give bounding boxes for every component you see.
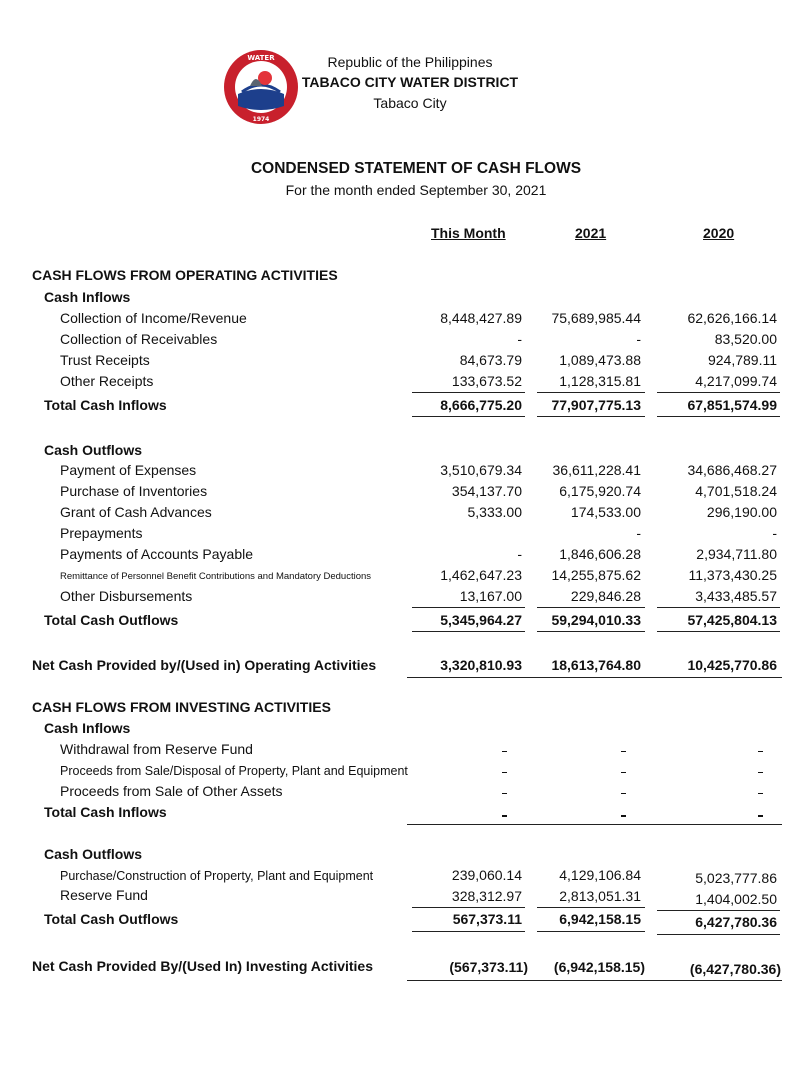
row-label: Collection of Income/Revenue xyxy=(60,310,247,326)
total-rule xyxy=(537,631,645,632)
total-rule xyxy=(412,631,525,632)
water-district-seal-icon xyxy=(222,48,300,126)
total-rule xyxy=(412,416,525,417)
subtotal-rule xyxy=(657,910,780,911)
row-value-this-month: 328,312.97 xyxy=(451,888,522,904)
dash-this-month xyxy=(502,751,507,752)
row-label: Other Disbursements xyxy=(60,588,193,604)
row-label: Trust Receipts xyxy=(60,352,150,368)
row-value-this-month: 354,137.70 xyxy=(451,483,522,499)
dash-2020 xyxy=(758,793,763,794)
total-value-2021: 6,942,158.15 xyxy=(559,911,641,927)
row-value-this-month: 3,510,679.34 xyxy=(440,462,522,478)
row-value-2021: - xyxy=(636,525,641,541)
row-value-this-month: 84,673.79 xyxy=(459,352,522,368)
operating-inflows-heading: Cash Inflows xyxy=(44,289,131,305)
total-rule xyxy=(407,824,782,825)
row-value-2021: 1,128,315.81 xyxy=(559,373,641,389)
investing-total-inflows-label: Total Cash Inflows xyxy=(44,804,167,820)
row-value-2021: 75,689,985.44 xyxy=(551,310,641,326)
row-value-2020: 62,626,166.14 xyxy=(687,310,777,326)
row-value-2020: 5,023,777.86 xyxy=(695,870,777,886)
total-value-2020: 6,427,780.36 xyxy=(695,914,777,930)
total-cash-outflows-label: Total Cash Outflows xyxy=(44,612,179,628)
total-rule xyxy=(657,934,780,935)
total-value-2020: 67,851,574.99 xyxy=(687,397,777,413)
row-label: Purchase of Inventories xyxy=(60,483,208,499)
svg-text:1974: 1974 xyxy=(252,116,270,123)
subtotal-rule xyxy=(657,392,780,393)
total-value-2021: 59,294,010.33 xyxy=(551,612,641,628)
row-value-2020: 83,520.00 xyxy=(714,331,777,347)
row-value-2020: 924,789.11 xyxy=(707,352,777,368)
dash-2021 xyxy=(621,772,626,773)
subtotal-rule xyxy=(537,392,645,393)
row-label: Grant of Cash Advances xyxy=(60,504,212,520)
row-value-2021: - xyxy=(636,331,641,347)
total-value-2021: 77,907,775.13 xyxy=(551,397,641,413)
row-value-2021: 174,533.00 xyxy=(570,504,641,520)
dash-2021 xyxy=(621,815,626,817)
investing-total-outflows-label: Total Cash Outflows xyxy=(44,911,179,927)
dash-2020 xyxy=(758,751,763,752)
row-value-2021: 36,611,228.41 xyxy=(552,462,641,478)
row-value-this-month: 239,060.14 xyxy=(451,867,522,883)
statement-title: CONDENSED STATEMENT OF CASH FLOWS xyxy=(250,160,582,177)
row-value-this-month: - xyxy=(517,331,522,347)
row-label: Purchase/Construction of Property, Plant and Equipment xyxy=(60,869,374,883)
dash-2021 xyxy=(621,793,626,794)
investing-outflows-heading: Cash Outflows xyxy=(44,846,143,862)
row-label: Payment of Expenses xyxy=(60,462,197,478)
total-rule xyxy=(657,631,780,632)
republic-line: Republic of the Philippines xyxy=(327,54,493,70)
row-value-this-month: - xyxy=(517,546,522,562)
row-value-2021: 1,846,606.28 xyxy=(559,546,641,562)
row-label: Reserve Fund xyxy=(60,887,148,903)
total-value-2020: 57,425,804.13 xyxy=(687,612,777,628)
dash-this-month xyxy=(502,772,507,773)
total-rule xyxy=(537,416,645,417)
total-cash-inflows-label: Total Cash Inflows xyxy=(44,397,167,413)
row-label: Proceeds from Sale of Other Assets xyxy=(60,783,283,799)
row-value-2020: 2,934,711.80 xyxy=(696,546,777,562)
row-value-2020: 4,217,099.74 xyxy=(695,373,777,389)
net-value-2020: (6,427,780.36) xyxy=(689,961,781,977)
total-rule xyxy=(657,416,780,417)
net-value-2020: 10,425,770.86 xyxy=(687,657,777,673)
total-value-this-month: 567,373.11 xyxy=(452,911,522,927)
investing-inflows-heading: Cash Inflows xyxy=(44,720,131,736)
subtotal-rule xyxy=(537,907,645,908)
row-value-this-month: 5,333.00 xyxy=(467,504,522,520)
total-value-this-month: 5,345,964.27 xyxy=(440,612,522,628)
net-rule xyxy=(407,980,782,981)
subtotal-rule xyxy=(537,607,645,608)
total-rule xyxy=(412,931,525,932)
dash-this-month xyxy=(502,793,507,794)
row-value-2020: 1,404,002.50 xyxy=(695,891,777,907)
dash-2020 xyxy=(758,815,763,817)
row-value-2020: 296,190.00 xyxy=(706,504,777,520)
row-label: Payments of Accounts Payable xyxy=(60,546,253,562)
subtotal-rule xyxy=(657,607,780,608)
row-label: Prepayments xyxy=(60,525,143,541)
city-line: Tabaco City xyxy=(373,95,447,111)
statement-period: For the month ended September 30, 2021 xyxy=(285,182,547,198)
row-label: Other Receipts xyxy=(60,373,154,389)
net-investing-label: Net Cash Provided By/(Used In) Investing Activities xyxy=(32,958,374,974)
column-header-2020: 2020 xyxy=(703,225,735,241)
row-value-2021: 2,813,051.31 xyxy=(559,888,641,904)
operating-outflows-heading: Cash Outflows xyxy=(44,442,143,458)
row-value-this-month: 133,673.52 xyxy=(451,373,522,389)
row-value-2021: 14,255,875.62 xyxy=(551,567,641,583)
row-label: Collection of Receivables xyxy=(60,331,218,347)
row-value-2021: 1,089,473.88 xyxy=(559,352,641,368)
total-value-this-month: 8,666,775.20 xyxy=(440,397,522,413)
row-label: Remittance of Personnel Benefit Contributions and Mandatory Deductions xyxy=(60,571,372,582)
row-value-this-month: 1,462,647.23 xyxy=(440,567,522,583)
row-value-this-month: 13,167.00 xyxy=(459,588,522,604)
row-value-2021: 6,175,920.74 xyxy=(559,483,641,499)
subtotal-rule xyxy=(412,607,525,608)
dash-2020 xyxy=(758,772,763,773)
row-value-2020: 34,686,468.27 xyxy=(687,462,777,478)
row-value-2021: 4,129,106.84 xyxy=(559,867,641,883)
row-value-2020: 3,433,485.57 xyxy=(695,588,777,604)
net-value-this-month: (567,373.11) xyxy=(449,959,528,975)
column-header-this-month: This Month xyxy=(431,225,506,241)
subtotal-rule xyxy=(412,392,525,393)
dash-2021 xyxy=(621,751,626,752)
row-label: Proceeds from Sale/Disposal of Property, Plant and Equipment xyxy=(60,764,408,778)
investing-section-heading: CASH FLOWS FROM INVESTING ACTIVITIES xyxy=(32,699,331,715)
net-operating-label: Net Cash Provided by/(Used in) Operating Activities xyxy=(32,657,377,673)
district-name: TABACO CITY WATER DISTRICT xyxy=(301,74,519,90)
row-value-2021: 229,846.28 xyxy=(570,588,641,604)
subtotal-rule xyxy=(412,907,525,908)
net-value-2021: 18,613,764.80 xyxy=(551,657,641,673)
column-header-2021: 2021 xyxy=(575,225,607,241)
row-value-2020: - xyxy=(772,525,777,541)
row-value-this-month: 8,448,427.89 xyxy=(440,310,522,326)
net-rule xyxy=(407,677,782,678)
svg-text:WATER: WATER xyxy=(247,54,275,62)
row-value-2020: 11,373,430.25 xyxy=(688,567,777,583)
net-value-2021: (6,942,158.15) xyxy=(553,959,645,975)
row-label: Withdrawal from Reserve Fund xyxy=(60,741,253,757)
net-value-this-month: 3,320,810.93 xyxy=(440,657,522,673)
total-rule xyxy=(537,931,645,932)
row-value-2020: 4,701,518.24 xyxy=(695,483,777,499)
operating-section-heading: CASH FLOWS FROM OPERATING ACTIVITIES xyxy=(32,267,338,283)
dash-this-month xyxy=(502,815,507,817)
